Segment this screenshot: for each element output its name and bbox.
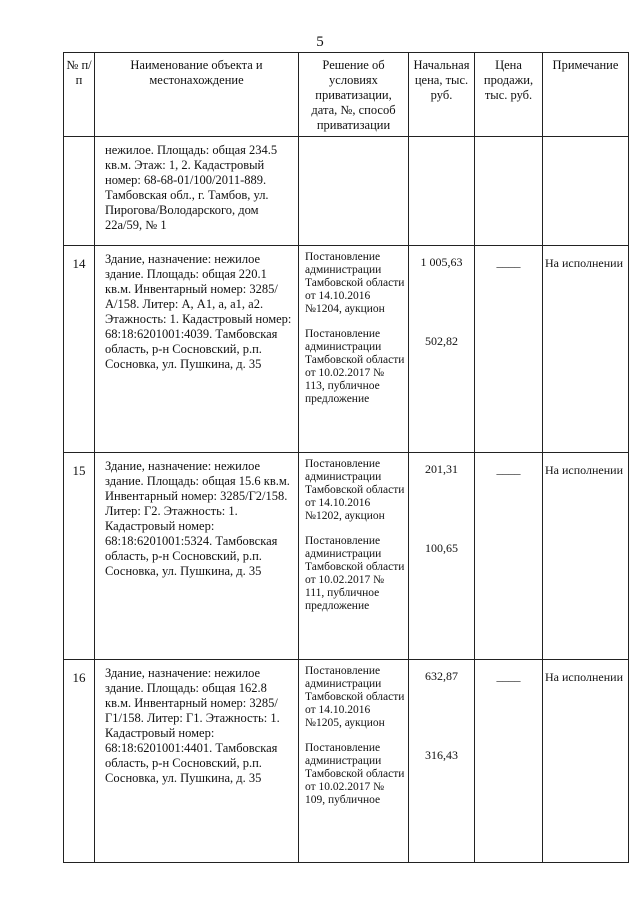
- cell-name: [95, 246, 299, 453]
- table-row: [64, 246, 629, 453]
- header-sale-price: Цена продажи, тыс. руб.: [475, 53, 543, 137]
- cell-initial-price: [409, 246, 475, 453]
- header-note: Примечание: [543, 53, 629, 137]
- cell-sale-price: [475, 660, 543, 863]
- table-row: [64, 453, 629, 660]
- cell-sale-price: [475, 453, 543, 660]
- cell-initial-price: [409, 137, 475, 246]
- cell-decision: [299, 453, 409, 660]
- row-number: 16: [64, 660, 95, 863]
- cell-note: [543, 137, 629, 246]
- sale-price-dash: ____: [496, 462, 521, 476]
- table-header-row: [64, 53, 629, 137]
- header-num: № п/п: [64, 53, 95, 137]
- cell-name: [95, 660, 299, 863]
- object-description: Здание, назначение: нежилое здание. Площадь: общая 162.8 кв.м. Инвентарный номер: 3285/Г1/158. Литер: Г1. Этажность: 1. Кадастровый номер: 68:18:6201001:4401. Тамбовская область, р-н Сосновский, р.п. Сосновка, ул. Пушкина, д. 35: [105, 666, 280, 785]
- row-number: 15: [64, 453, 95, 660]
- initial-price-auction: 1 005,63: [420, 255, 463, 269]
- row-number: 14: [64, 246, 95, 453]
- header-decision: Решение об условиях приватизации, дата, №, способ приватизации: [299, 53, 409, 137]
- sale-price-dash: ____: [496, 255, 521, 269]
- header-initial-price: Начальная цена, тыс. руб.: [409, 53, 475, 137]
- cell-name: [95, 137, 299, 246]
- table-row-continuation: [64, 137, 629, 246]
- cell-name: [95, 453, 299, 660]
- cell-decision: [299, 137, 409, 246]
- cell-initial-price: [409, 660, 475, 863]
- initial-price-public-offer: 316,43: [425, 748, 458, 762]
- object-description: Здание, назначение: нежилое здание. Площадь: общая 15.6 кв.м. Инвентарный номер: 3285/Г2/158. Литер: Г2. Этажность: 1. Кадастровый номер: 68:18:6201001:5324. Тамбовская область, р-н Сосновский, р.п. Сосновка, ул. Пушкина, д. 35: [105, 459, 290, 578]
- cell-initial-price: [409, 453, 475, 660]
- cell-sale-price: [475, 137, 543, 246]
- object-description: Здание, назначение: нежилое здание. Площадь: общая 220.1 кв.м. Инвентарный номер: 3285/А/158. Литер: А, А1, а, а1, а2. Этажность: 1. Кадастровый номер: 68:18:6201001:4039. Тамбовская область, р-н Сосновский, р.п. Сосновка, ул. Пушкина, д. 35: [105, 252, 292, 371]
- cell-num: [64, 137, 95, 246]
- cell-decision: [299, 246, 409, 453]
- decision-public-offer: Постановление администрации Тамбовской области от 10.02.2017 № 113, публичное предложение: [305, 328, 405, 405]
- decision-auction: Постановление администрации Тамбовской области от 14.10.2016 №1204, аукцион: [305, 251, 405, 315]
- cell-decision: [299, 660, 409, 863]
- privatization-table: [63, 52, 629, 863]
- sale-price-dash: ____: [496, 669, 521, 683]
- status-note: На исполнении: [543, 660, 629, 863]
- status-note: На исполнении: [543, 246, 629, 453]
- initial-price-public-offer: 502,82: [425, 334, 458, 348]
- decision-public-offer: Постановление администрации Тамбовской области от 10.02.2017 № 111, публичное предложение: [305, 535, 405, 612]
- decision-auction: Постановление администрации Тамбовской области от 14.10.2016 №1205, аукцион: [305, 665, 405, 729]
- header-name: Наименование объекта и местонахождение: [95, 53, 299, 137]
- status-note: На исполнении: [543, 453, 629, 660]
- page-number: 5: [316, 34, 324, 50]
- table-row: [64, 660, 629, 863]
- initial-price-auction: 632,87: [425, 669, 458, 683]
- object-description: нежилое. Площадь: общая 234.5 кв.м. Этаж: 1, 2. Кадастровый номер: 68-68-01/100/2011-889. Тамбовская обл., г. Тамбов, ул. Пирогова/Володарского, дом 22а/59, № 1: [105, 143, 278, 232]
- initial-price-auction: 201,31: [425, 462, 458, 476]
- cell-sale-price: [475, 246, 543, 453]
- decision-auction: Постановление администрации Тамбовской области от 14.10.2016 №1202, аукцион: [305, 458, 405, 522]
- initial-price-public-offer: 100,65: [425, 541, 458, 555]
- decision-public-offer: Постановление администрации Тамбовской области от 10.02.2017 № 109, публичное: [305, 742, 405, 806]
